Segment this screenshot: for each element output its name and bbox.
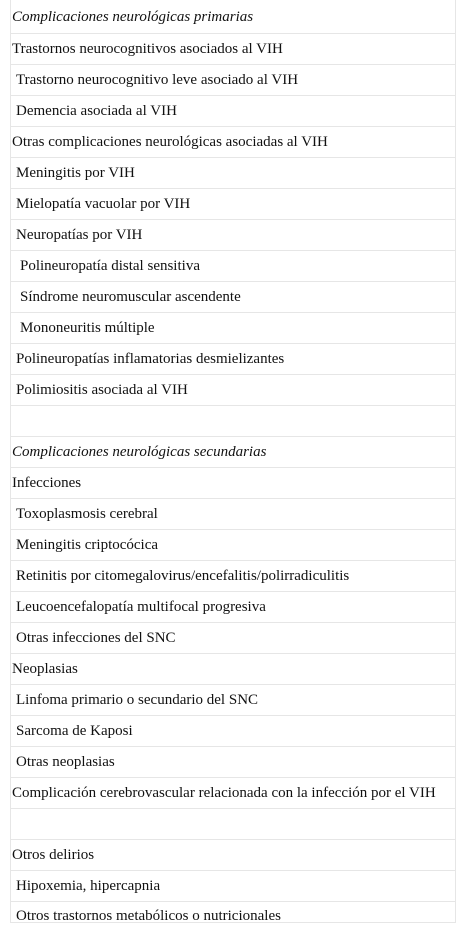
subitem-row: Síndrome neuromuscular ascendente (11, 282, 455, 313)
item-row: Trastorno neurocognitivo leve asociado al VIH (11, 65, 455, 96)
category-row: Infecciones (11, 468, 455, 499)
item-row: Sarcoma de Kaposi (11, 716, 455, 747)
item-row: Meningitis por VIH (11, 158, 455, 189)
item-row: Otras neoplasias (11, 747, 455, 778)
item-row: Hipoxemia, hipercapnia (11, 871, 455, 902)
category-row: Complicación cerebrovascular relacionada con la infección por el VIH (11, 778, 455, 809)
section-header-secondary: Complicaciones neurológicas secundarias (11, 437, 455, 468)
subitem-row: Polineuropatía distal sensitiva (11, 251, 455, 282)
classification-table (10, 0, 456, 923)
empty-row (11, 809, 455, 840)
category-row: Otras complicaciones neurológicas asociadas al VIH (11, 127, 455, 158)
item-row: Demencia asociada al VIH (11, 96, 455, 127)
item-row: Polineuropatías inflamatorias desmielizantes (11, 344, 455, 375)
item-row: Neuropatías por VIH (11, 220, 455, 251)
item-row: Polimiositis asociada al VIH (11, 375, 455, 406)
category-row: Trastornos neurocognitivos asociados al VIH (11, 34, 455, 65)
item-row: Retinitis por citomegalovirus/encefalitis/polirradiculitis (11, 561, 455, 592)
category-row: Otros delirios (11, 840, 455, 871)
category-row: Neoplasias (11, 654, 455, 685)
empty-row (11, 406, 455, 437)
item-row: Toxoplasmosis cerebral (11, 499, 455, 530)
section-header-primary: Complicaciones neurológicas primarias (11, 0, 455, 34)
item-row: Otros trastornos metabólicos o nutricionales (11, 902, 455, 923)
item-row: Meningitis criptocócica (11, 530, 455, 561)
item-row: Linfoma primario o secundario del SNC (11, 685, 455, 716)
item-row: Mielopatía vacuolar por VIH (11, 189, 455, 220)
subitem-row: Mononeuritis múltiple (11, 313, 455, 344)
item-row: Leucoencefalopatía multifocal progresiva (11, 592, 455, 623)
item-row: Otras infecciones del SNC (11, 623, 455, 654)
